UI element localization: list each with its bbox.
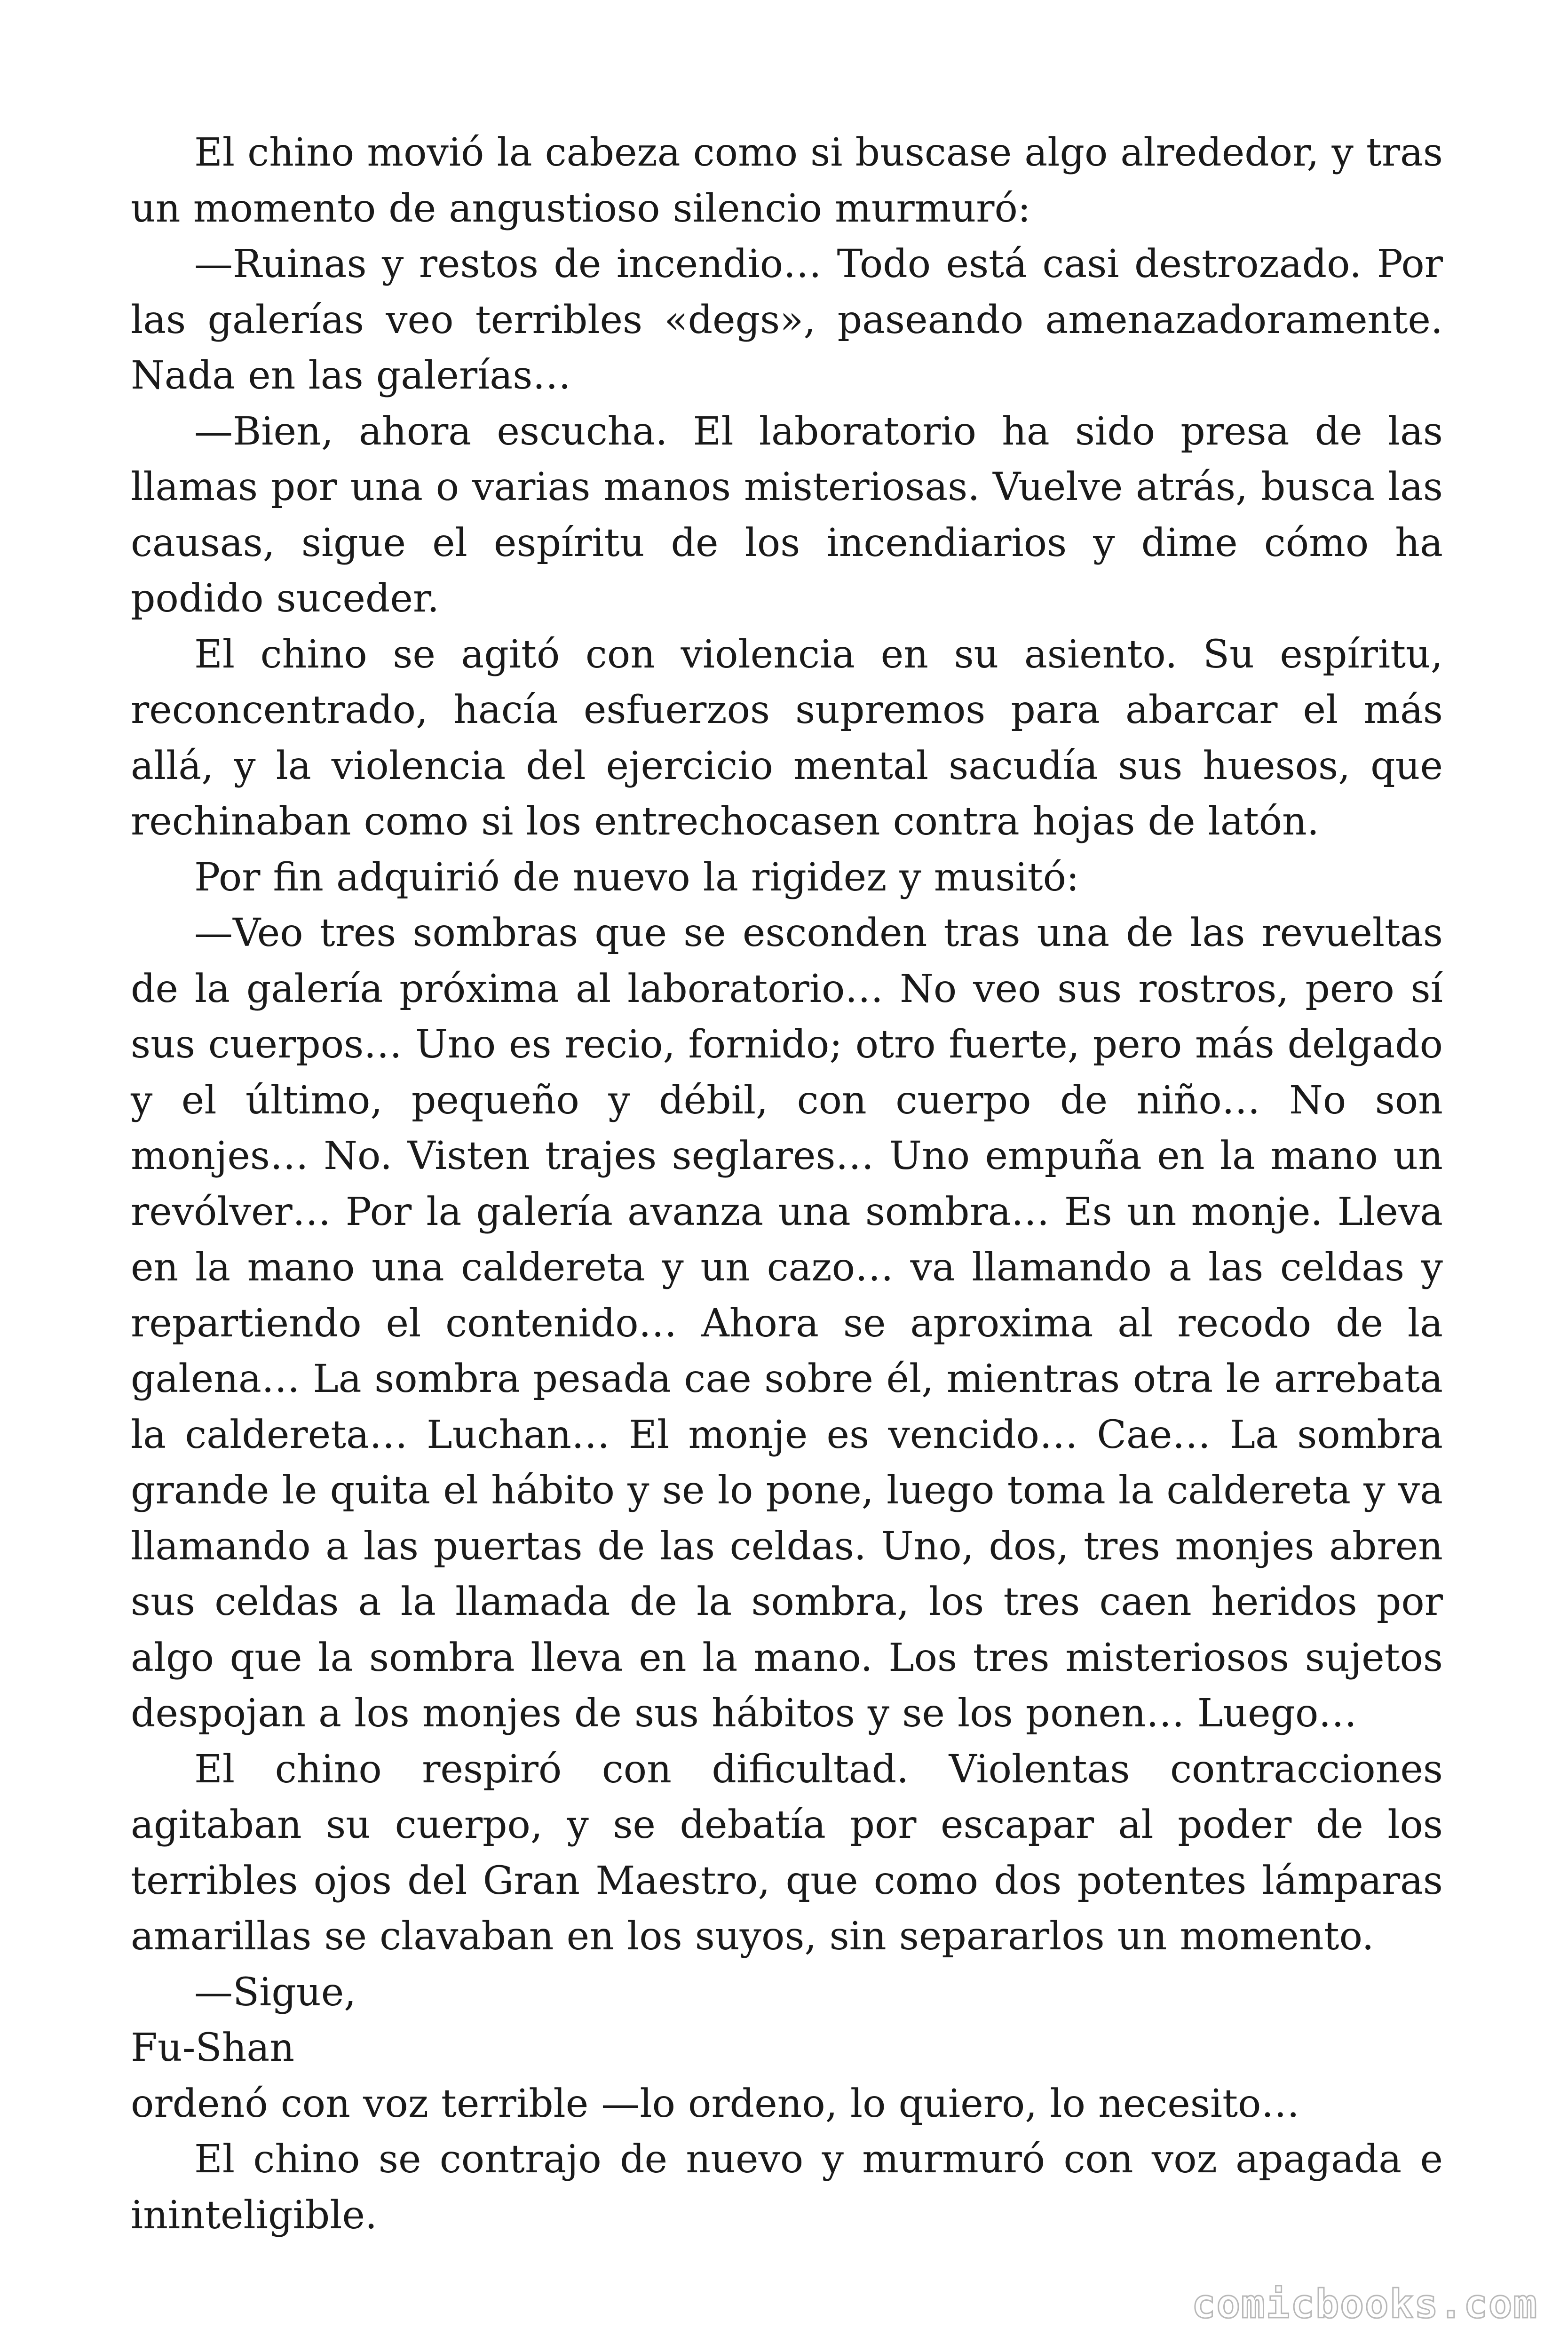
paragraph-8: —Sigue, bbox=[194, 1970, 356, 2015]
paragraph-7: El chino respiró con dificultad. Violentas contracciones agitaban su cuerpo, y se debatía por escapar al poder de los terribles ojos del Gran Maestro, que como dos potentes lámparas amarillas se clavaban en los suyos, sin separarlos un momento. bbox=[131, 1747, 1443, 1959]
watermark-logo bbox=[1164, 2279, 1540, 2331]
watermark-text: comicbooks.com bbox=[1191, 2281, 1538, 2327]
paragraph-9: Fu-Shan bbox=[131, 2026, 295, 2070]
paragraph-4: El chino se agitó con violencia en su asiento. Su espíritu, reconcentrado, hacía esfuerzos supremos para abarcar el más allá, y la violencia del ejercicio mental sacudía sus huesos, que rechinaban como si los entrechocasen contra hojas de latón. bbox=[131, 632, 1443, 844]
watermark-svg bbox=[1164, 2279, 1540, 2331]
paragraph-10: ordenó con voz terrible —lo ordeno, lo quiero, lo necesito… bbox=[131, 2081, 1300, 2126]
paragraph-11: El chino se contrajo de nuevo y murmuró con voz apagada e ininteligible. bbox=[131, 2137, 1443, 2238]
paragraph-3: —Bien, ahora escucha. El laboratorio ha sido presa de las llamas por una o varias manos misteriosas. Vuelve atrás, busca las causas, sigue el espíritu de los incendiarios y dime cómo ha podido suceder. bbox=[131, 409, 1443, 621]
paragraph-1: El chino movió la cabeza como si buscase algo alrededor, y tras un momento de angustioso silencio murmuró: bbox=[131, 130, 1443, 231]
paragraph-5: Por fin adquirió de nuevo la rigidez y musitó: bbox=[194, 855, 1079, 900]
paragraph-6: —Veo tres sombras que se esconden tras una de las revueltas de la galería próxima al laboratorio… No veo sus rostros, pero sí sus cuerpos… Uno es recio, fornido; otro fuerte, pero más delgado y el último, pequeño y débil, con cuerpo de niño… No son monjes… No. Visten trajes seglares… Uno empuña en la mano un revólver… Por la galería avanza una sombra… Es un monje. Lleva en la mano una caldereta y un cazo… va llamando a las celdas y repartiendo el contenido… Ahora se aproxima al recodo de la galena… La sombra pesada cae sobre él, mientras otra le arrebata la caldereta… Luchan… El monje es vencido… Cae… La sombra grande le quita el hábito y se lo pone, luego toma la caldereta y va llamando a las puertas de las celdas. Uno, dos, tres monjes abren sus celdas a la llamada de la sombra, los tres caen heridos por algo que la sombra lleva en la mano. Los tres misteriosos sujetos despojan a los monjes de sus hábitos y se los ponen… Luego… bbox=[131, 911, 1443, 1736]
page-body bbox=[131, 125, 1443, 2243]
paragraph-2: —Ruinas y restos de incendio… Todo está casi destrozado. Por las galerías veo terribles «degs», paseando amenazadoramente. Nada en las galerías… bbox=[131, 242, 1443, 398]
